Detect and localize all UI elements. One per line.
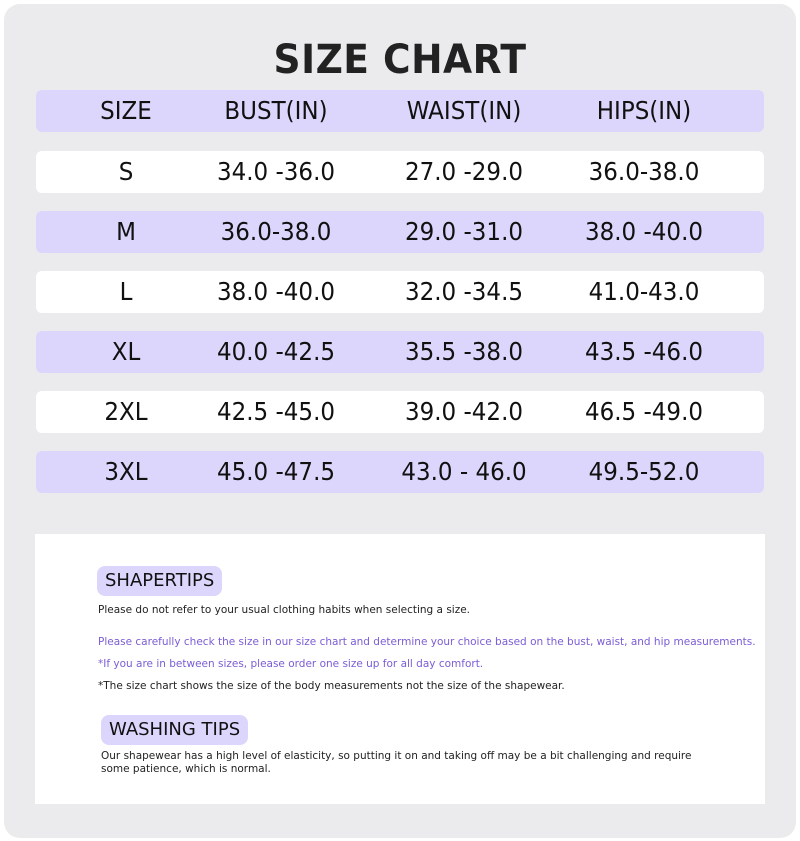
table-row — [36, 331, 764, 373]
shapertips-heading: SHAPERTIPS — [97, 566, 222, 596]
cell-size: L — [119, 277, 133, 306]
table-row — [36, 211, 764, 253]
table-row — [36, 151, 764, 193]
table-header-row — [36, 90, 764, 132]
cell-hips: 38.0 -40.0 — [584, 217, 704, 246]
header-size: SIZE — [100, 96, 152, 125]
table-row — [36, 391, 764, 433]
cell-hips: 43.5 -46.0 — [584, 337, 704, 366]
cell-size: 3XL — [104, 457, 148, 486]
cell-hips: 49.5-52.0 — [588, 457, 700, 486]
cell-hips: 41.0-43.0 — [588, 277, 700, 306]
cell-size: XL — [111, 337, 141, 366]
cell-size: 2XL — [104, 397, 148, 426]
washing-tips-text: Our shapewear has a high level of elasticity, so putting it on and taking off may be a bit challenging and require some patience, which is normal. — [101, 750, 692, 775]
cell-waist: 43.0 - 46.0 — [401, 457, 527, 486]
shapertips-line: *The size chart shows the size of the body measurements not the size of the shapewear. — [98, 680, 565, 692]
header-hips: HIPS(IN) — [596, 96, 692, 125]
cell-waist: 29.0 -31.0 — [404, 217, 524, 246]
cell-bust: 36.0-38.0 — [220, 217, 332, 246]
cell-bust: 38.0 -40.0 — [216, 277, 336, 306]
cell-size: M — [116, 217, 136, 246]
cell-hips: 36.0-38.0 — [588, 157, 700, 186]
page-title: SIZE CHART — [273, 37, 527, 83]
cell-waist: 27.0 -29.0 — [404, 157, 524, 186]
cell-bust: 40.0 -42.5 — [216, 337, 336, 366]
shapertips-line: Please carefully check the size in our size chart and determine your choice based on the bust, waist, and hip measurements. — [98, 636, 756, 648]
shapertips-line: *If you are in between sizes, please order one size up for all day comfort. — [98, 658, 484, 670]
cell-bust: 42.5 -45.0 — [216, 397, 336, 426]
table-row — [36, 451, 764, 493]
cell-bust: 45.0 -47.5 — [216, 457, 336, 486]
cell-size: S — [118, 157, 134, 186]
cell-waist: 39.0 -42.0 — [404, 397, 524, 426]
table-row — [36, 271, 764, 313]
header-waist: WAIST(IN) — [406, 96, 522, 125]
shapertips-line: Please do not refer to your usual clothing habits when selecting a size. — [98, 604, 471, 616]
tips-box — [35, 534, 765, 804]
cell-bust: 34.0 -36.0 — [216, 157, 336, 186]
cell-hips: 46.5 -49.0 — [584, 397, 704, 426]
cell-waist: 32.0 -34.5 — [404, 277, 524, 306]
cell-waist: 35.5 -38.0 — [404, 337, 524, 366]
washing-tips-heading: WASHING TIPS — [101, 715, 248, 745]
header-bust: BUST(IN) — [224, 96, 328, 125]
